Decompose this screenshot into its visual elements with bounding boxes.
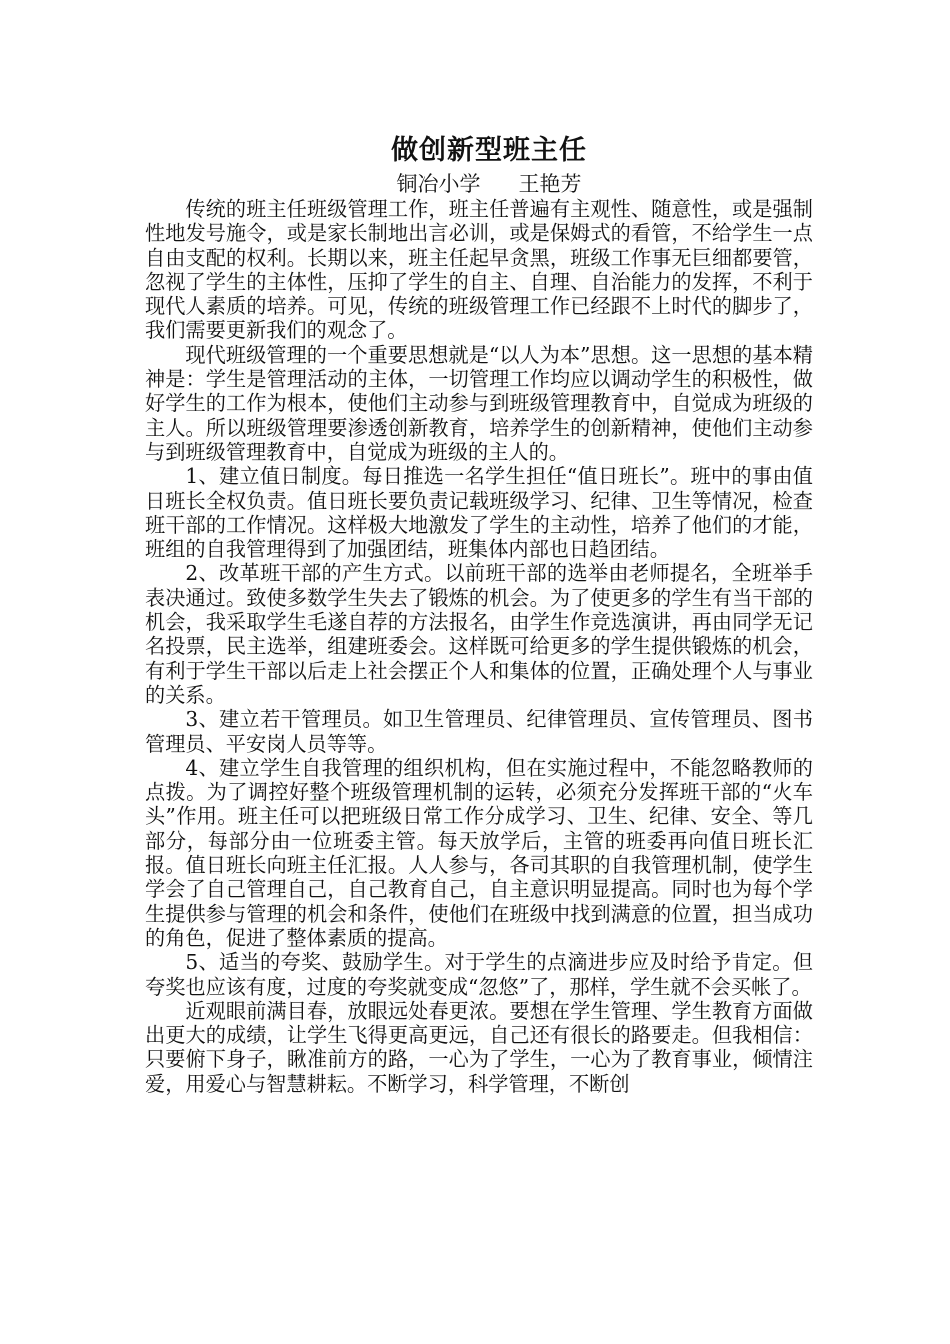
byline xyxy=(145,172,813,197)
paragraph-point-2: 2、改革班干部的产生方式。以前班干部的选举由老师提名，全班举手表决通过。致使多数学生失去了锻炼的机会。为了使更多的学生有当干部的机会，我采取学生毛遂自荐的方法报名，由学生作竞选演讲，再由同学无记名投票，民主选举，组建班委会。这样既可给更多的学生提供锻炼的机会，有利于学生干部以后走上社会摆正个人和集体的位置，正确处理个人与事业的关系。 xyxy=(145,561,813,707)
paragraph-intro: 传统的班主任班级管理工作，班主任普遍有主观性、随意性，或是强制性地发号施令，或是家长制地出言必训，或是保姆式的看管，不给学生一点自由支配的权利。长期以来，班主任起早贪黑，班级工作事无巨细都要管，忽视了学生的主体性，压抑了学生的自主、自理、自治能力的发挥，不利于现代人素质的培养。可见，传统的班级管理工作已经跟不上时代的脚步了，我们需要更新我们的观念了。 xyxy=(145,197,813,343)
paragraph-point-4: 4、建立学生自我管理的组织机构，但在实施过程中，不能忽略教师的点拨。为了调控好整个班级管理机制的运转，必须充分发挥班干部的“火车头”作用。班主任可以把班级日常工作分成学习、卫生、纪律、安全、等几部分，每部分由一位班委主管。每天放学后，主管的班委再向值日班长汇报。值日班长向班主任汇报。人人参与，各司其职的自我管理机制，使学生学会了自己管理自己，自己教育自己，自主意识明显提高。同时也为每个学生提供参与管理的机会和条件，使他们在班级中找到满意的位置，担当成功的角色，促进了整体素质的提高。 xyxy=(145,755,813,950)
school-name: 铜冶小学 xyxy=(396,172,481,196)
paragraph-point-5: 5、适当的夸奖、鼓励学生。对于学生的点滴进步应及时给予肯定。但夸奖也应该有度，过度的夸奖就变成“忽悠”了，那样，学生就不会买帐了。 xyxy=(145,950,813,999)
document-page xyxy=(145,132,813,1096)
paragraph-point-3: 3、建立若干管理员。如卫生管理员、纪律管理员、宣传管理员、图书管理员、平安岗人员等等。 xyxy=(145,707,813,756)
author-name: 王艳芳 xyxy=(518,172,582,196)
paragraph-conclusion: 近观眼前满目春，放眼远处春更浓。要想在学生管理、学生教育方面做出更大的成绩，让学生飞得更高更远，自己还有很长的路要走。但我相信：只要俯下身子，瞅准前方的路，一心为了学生，一心为了教育事业，倾情注爱，用爱心与智慧耕耘。不断学习，科学管理，不断创 xyxy=(145,998,813,1096)
paragraph-people-oriented: 现代班级管理的一个重要思想就是“以人为本”思想。这一思想的基本精神是：学生是管理活动的主体，一切管理工作均应以调动学生的积极性，做好学生的工作为根本，使他们主动参与到班级管理教育中，自觉成为班级的主人。所以班级管理要渗透创新教育，培养学生的创新精神，使他们主动参与到班级管理教育中，自觉成为班级的主人的。 xyxy=(145,342,813,464)
document-title: 做创新型班主任 xyxy=(391,135,587,166)
paragraph-point-1: 1、建立值日制度。每日推选一名学生担任“值日班长”。班中的事由值日班长全权负责。值日班长要负责记载班级学习、纪律、卫生等情况，检查班干部的工作情况。这样极大地激发了学生的主动性，培养了他们的才能，班组的自我管理得到了加强团结，班集体内部也日趋团结。 xyxy=(145,464,813,562)
